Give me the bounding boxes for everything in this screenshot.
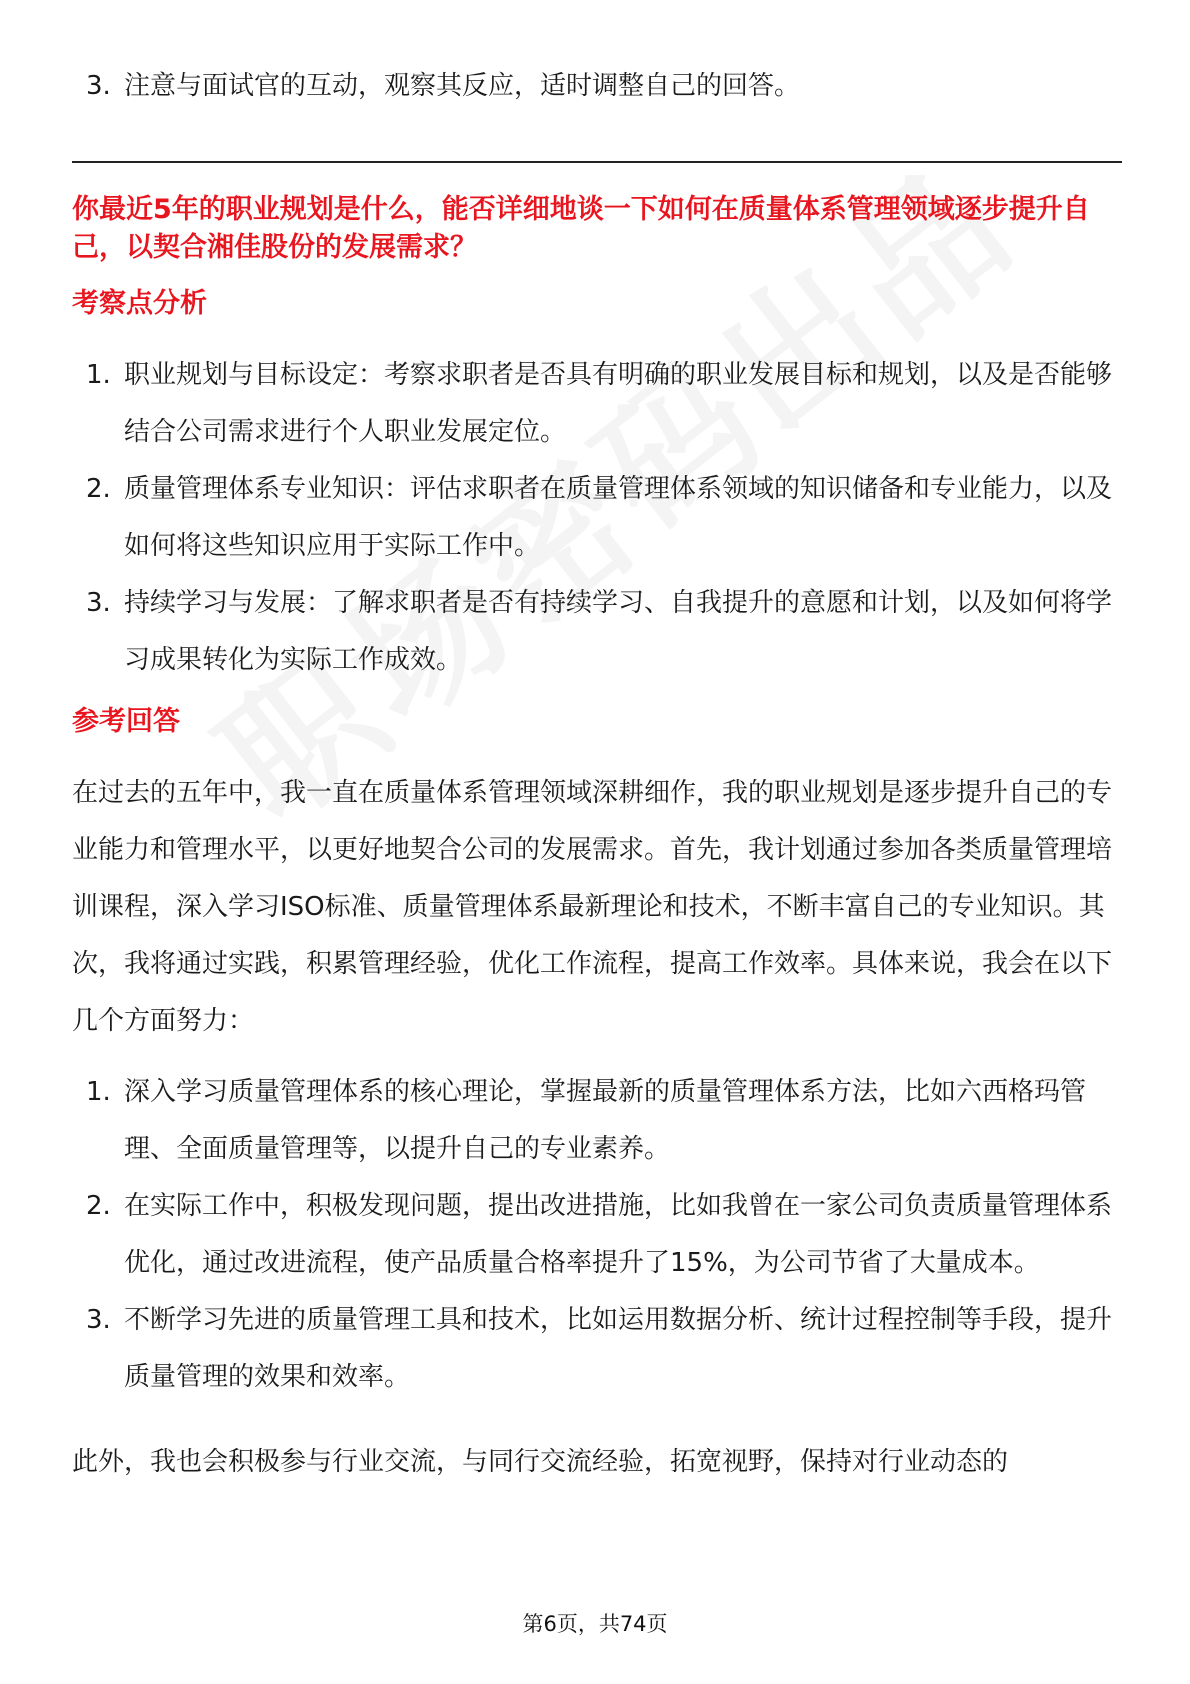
list-item-number: 3.	[86, 588, 111, 618]
list-item-text: 持续学习与发展：了解求职者是否有持续学习、自我提升的意愿和计划，以及如何将学习成果转化为实际工作成效。	[124, 588, 1113, 675]
list-item-number: 1.	[86, 360, 111, 390]
list-item-text: 质量管理体系专业知识：评估求职者在质量管理体系领域的知识储备和专业能力，以及如何将这些知识应用于实际工作中。	[124, 474, 1113, 561]
list-item-text: 在实际工作中，积极发现问题，提出改进措施，比如我曾在一家公司负责质量管理体系优化，通过改进流程，使产品质量合格率提升了15%，为公司节省了大量成本。	[124, 1191, 1113, 1278]
answer-intro-paragraph: 在过去的五年中，我一直在质量体系管理领域深耕细作，我的职业规划是逐步提升自己的专业能力和管理水平，以更好地契合公司的发展需求。首先，我计划通过参加各类质量管理培训课程，深入学习ISO标准、质量管理体系最新理论和技术，不断丰富自己的专业知识。其次，我将通过实践，积累管理经验，优化工作流程，提高工作效率。具体来说，我会在以下几个方面努力：	[72, 778, 1113, 1036]
answer-list	[72, 1064, 1122, 1406]
list-item-text: 职业规划与目标设定：考察求职者是否具有明确的职业发展目标和规划，以及是否能够结合公司需求进行个人职业发展定位。	[124, 360, 1113, 447]
list-item-number: 3.	[86, 71, 111, 101]
answer-closing-paragraph: 此外，我也会积极参与行业交流，与同行交流经验，拓宽视野，保持对行业动态的	[72, 1447, 1009, 1477]
list-item	[72, 347, 1122, 461]
list-item-number: 1.	[86, 1077, 111, 1107]
analysis-title: 考察点分析	[72, 288, 207, 319]
question-heading: 你最近5年的职业规划是什么，能否详细地谈一下如何在质量体系管理领域逐步提升自己，以契合湘佳股份的发展需求？	[72, 194, 1090, 263]
analysis-list	[72, 347, 1122, 689]
list-item-number: 2.	[86, 474, 111, 504]
list-item-text: 不断学习先进的质量管理工具和技术，比如运用数据分析、统计过程控制等手段，提升质量管理的效果和效率。	[124, 1305, 1113, 1392]
answer-title: 参考回答	[72, 706, 180, 737]
list-item	[72, 1178, 1122, 1292]
list-item	[72, 1064, 1122, 1178]
list-item-text: 深入学习质量管理体系的核心理论，掌握最新的质量管理体系方法，比如六西格玛管理、全面质量管理等，以提升自己的专业素养。	[124, 1077, 1087, 1164]
page-number: 第6页，共74页	[522, 1612, 668, 1636]
list-item-number: 2.	[86, 1191, 111, 1221]
page-content	[72, 58, 1122, 1505]
list-item-text: 注意与面试官的互动，观察其反应，适时调整自己的回答。	[124, 71, 801, 101]
list-item	[72, 575, 1122, 689]
previous-list	[72, 58, 1122, 115]
list-item-number: 3.	[86, 1305, 111, 1335]
list-item	[72, 58, 1122, 115]
list-item	[72, 1292, 1122, 1406]
section-divider	[72, 161, 1122, 163]
list-item	[72, 461, 1122, 575]
